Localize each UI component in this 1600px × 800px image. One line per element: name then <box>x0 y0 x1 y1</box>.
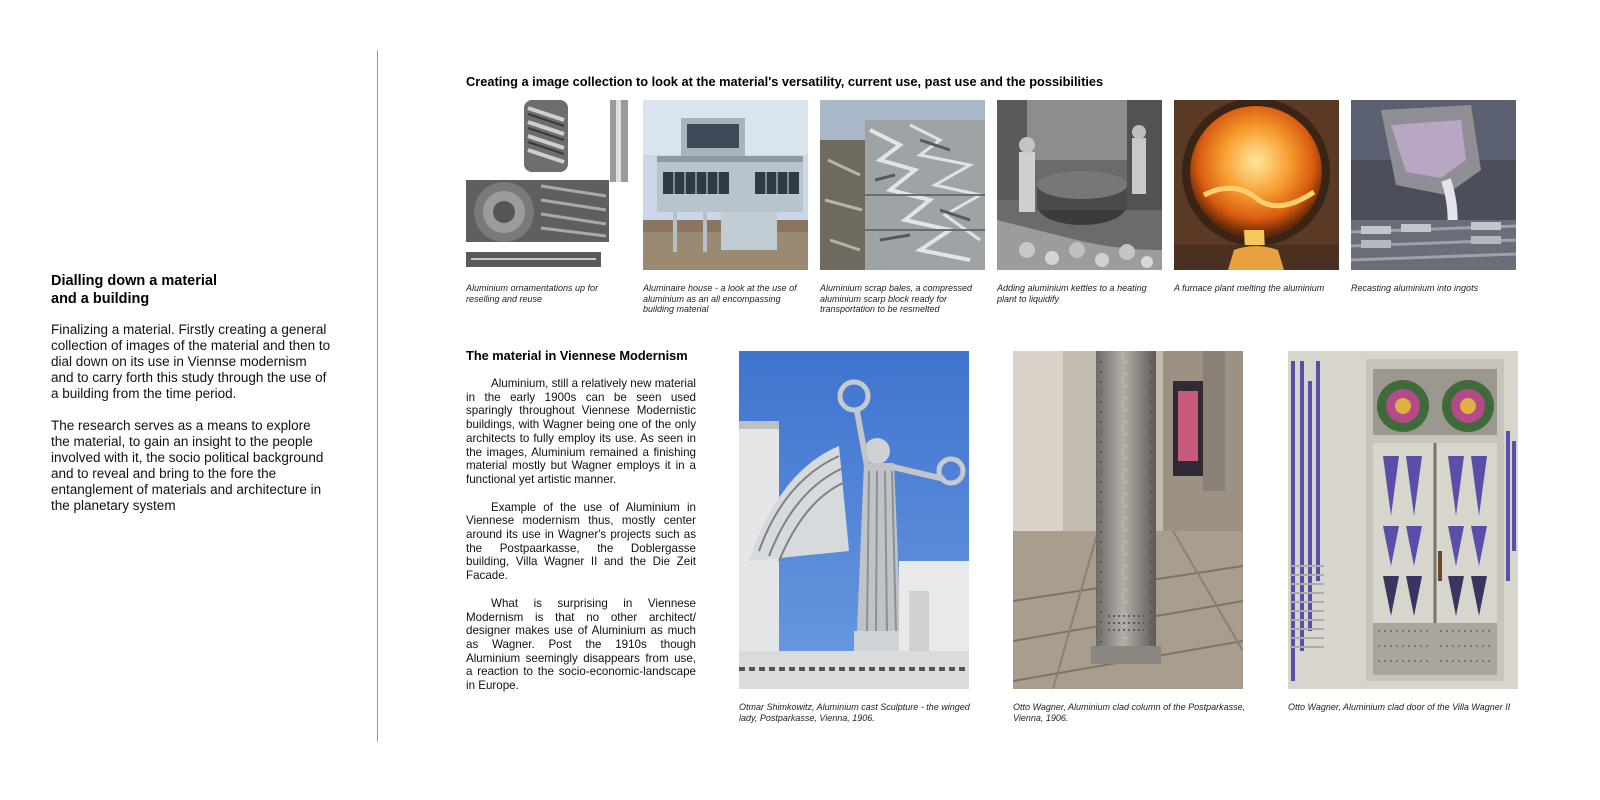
intro-title: Dialling down a material and a building <box>51 273 217 307</box>
collection-heading: Creating a image collection to look at the material's versatility, current use, past use and the possibilities <box>466 74 1104 89</box>
viennese-paragraph-2: Example of the use of Aluminium in Viennese modernism thus, mostly center around its use in Wagner's projects such as the Postpaarkasse, the Doblergasse building, Villa Wagner II and the Die Zeit Facade. <box>466 500 696 583</box>
clad-door-image <box>1288 351 1518 689</box>
scrap-bales-caption: Aluminium scrap bales, a compressed aluminium scarp block ready for transportation to be resmelted <box>820 283 973 314</box>
ornamentation-image <box>466 100 631 270</box>
clad-column-image <box>1013 351 1243 689</box>
kettles-heating-caption: Adding aluminium kettles to a heating plant to liquidify <box>997 283 1147 304</box>
aluminaire-house-caption: Aluminaire house - a look at the use of aluminium as an all encompassing building material <box>643 283 797 314</box>
ingots-image <box>1351 100 1516 270</box>
intro-panel <box>51 273 331 514</box>
furnace-image <box>1174 100 1339 270</box>
winged-lady-sculpture-image <box>739 351 969 689</box>
ingots-caption: Recasting aluminium into ingots <box>1351 283 1479 293</box>
intro-paragraph-2: The research serves as a means to explore the material, to gain an insight to the people involved with it, the socio political background and to reveal and bring to the fore the entanglement of materials and architecture in the planetary system <box>51 418 324 513</box>
clad-door-caption: Otto Wagner, Aluminium clad door of the Villa Wagner II <box>1288 702 1511 712</box>
scrap-bales-image <box>820 100 985 270</box>
viennese-text <box>466 377 696 693</box>
viennese-paragraph-3: What is surprising in Viennese Modernism is that no other architect/ designer makes use of Aluminium as much as Wagner. Post the 1910s though Aluminium seemingly disappears from use, a reaction to the socio-economic-landscape in Europe. <box>466 596 696 693</box>
ornamentation-caption: Aluminium ornamentations up for reselling and reuse <box>466 283 599 304</box>
viennese-heading: The material in Viennese Modernism <box>466 348 688 363</box>
clad-column-caption: Otto Wagner, Aluminium clad column of the Postparkasse, Vienna, 1906. <box>1013 702 1246 723</box>
column-divider <box>377 50 378 742</box>
aluminaire-house-image <box>643 100 808 270</box>
intro-paragraph-1: Finalizing a material. Firstly creating a general collection of images of the material and then to dial down on its use in Viennse modernism and to carry forth this study through the use of a building from the time period. <box>51 322 331 401</box>
winged-lady-caption: Otmar Shimkowitz, Aluminium cast Sculpture - the winged lady, Postparkasse, Vienna, 1906. <box>739 702 970 723</box>
viennese-paragraph-1: Aluminium, still a relatively new material in the early 1900s can be seen used sparingly throughout Viennese Modernistic buildings, with Wagner being one of the only architects to fully employ its use. As seen in the images, Aluminium remained a finishing material mostly but Wagner employs it in a functional yet artistic manner. <box>466 377 696 486</box>
kettles-heating-image <box>997 100 1162 270</box>
furnace-caption: A furnace plant melting the aluminium <box>1174 283 1325 293</box>
